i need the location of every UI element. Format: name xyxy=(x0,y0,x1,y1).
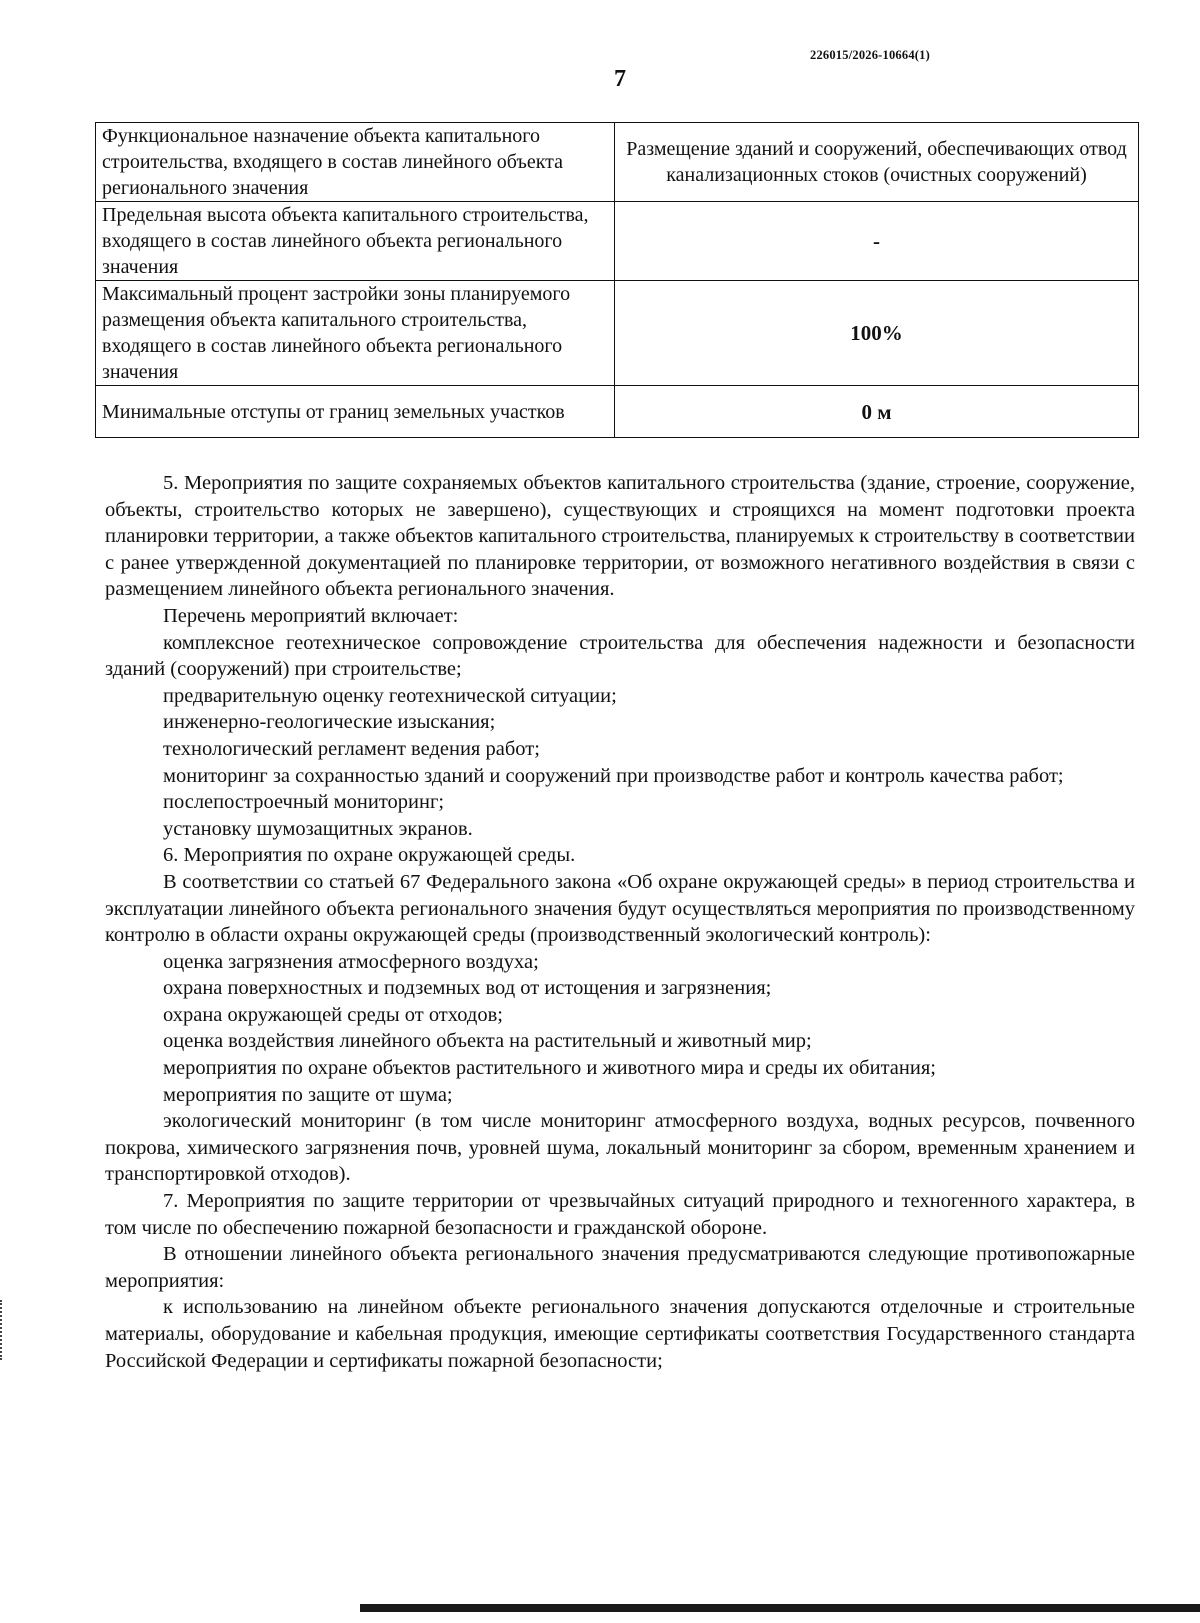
list-item: охрана окружающей среды от отходов; xyxy=(163,1003,503,1026)
section-7-heading: 7. Мероприятия по защите территории от чрезвычайных ситуаций природного и техногенного характера, в том числе по обеспечению пожарной безопасности и гражданской обороне. xyxy=(105,1190,1135,1239)
table-cell-value: Размещение зданий и сооружений, обеспечивающих отвод канализационных стоков (очистных сооружений) xyxy=(615,123,1139,202)
list-item: послепостроечный мониторинг; xyxy=(163,791,445,814)
paragraph: В соответствии со статьей 67 Федерального закона «Об охране окружающей среды» в период строительства и эксплуатации линейного объекта регионального значения будут осуществляться мероприятия по производственному контролю в области охраны окружающей среды (производственный экологический контроль): xyxy=(105,870,1135,947)
paragraph: В отношении линейного объекта регионального значения предусматриваются следующие противопожарные мероприятия: xyxy=(105,1243,1135,1292)
list-item: мероприятия по охране объектов растительного и животного мира и среды их обитания; xyxy=(163,1057,936,1080)
list-item: установку шумозащитных экранов. xyxy=(163,817,473,840)
parameters-table xyxy=(95,122,1139,438)
table-cell-label: Функциональное назначение объекта капитального строительства, входящего в состав линейного объекта регионального значения xyxy=(96,123,615,202)
table-cell-value: - xyxy=(615,202,1139,281)
list-item: оценка воздействия линейного объекта на растительный и животный мир; xyxy=(163,1030,812,1053)
list-item: комплексное геотехническое сопровождение строительства для обеспечения надежности и безопасности зданий (сооружений) при строительстве; xyxy=(105,631,1135,681)
table-cell-value: 0 м xyxy=(615,386,1139,438)
table-row xyxy=(96,202,1139,281)
scan-edge-mark xyxy=(0,1300,6,1360)
section-5-heading: 5. Мероприятия по защите сохраняемых объектов капитального строительства (здание, строение, сооружение, объекты, строительство которых не завершено), существующих и строящихся на момент подготовки проекта планировки территории, а также объектов капитального строительства, планируемых к строительству в соответствии с ранее утвержденной документацией по планировке территории, от возможного негативного воздействия в связи с размещением линейного объекта регионального значения. xyxy=(105,472,1135,601)
list-item: охрана поверхностных и подземных вод от истощения и загрязнения; xyxy=(163,977,772,1000)
table-row xyxy=(96,386,1139,438)
table-cell-label: Минимальные отступы от границ земельных участков xyxy=(96,386,615,438)
section-6-heading: 6. Мероприятия по охране окружающей среды. xyxy=(163,844,576,867)
list-intro: Перечень мероприятий включает: xyxy=(163,604,459,627)
table-row xyxy=(96,123,1139,202)
list-item: предварительную оценку геотехнической ситуации; xyxy=(163,684,617,707)
list-item: технологический регламент ведения работ; xyxy=(163,737,540,760)
table-row xyxy=(96,281,1139,386)
list-item: оценка загрязнения атмосферного воздуха; xyxy=(163,950,539,973)
document-registration-number: 226015/2026-10664(1) xyxy=(810,48,930,62)
list-item: мероприятия по защите от шума; xyxy=(163,1083,453,1106)
table-cell-label: Максимальный процент застройки зоны планируемого размещения объекта капитального строительства, входящего в состав линейного объекта регионального значения xyxy=(96,281,615,386)
table-cell-label: Предельная высота объекта капитального строительства, входящего в состав линейного объекта регионального значения xyxy=(96,202,615,281)
list-item: мониторинг за сохранностью зданий и сооружений при производстве работ и контроль качества работ; xyxy=(163,764,1064,787)
list-item: инженерно-геологические изыскания; xyxy=(163,711,496,734)
scan-bottom-border xyxy=(360,1604,1200,1612)
table-cell-value: 100% xyxy=(615,281,1139,386)
list-item: к использованию на линейном объекте регионального значения допускаются отделочные и строительные материалы, оборудование и кабельная продукция, имеющие сертификаты соответствия Государственного стандарта Российской Федерации и сертификаты пожарной безопасности; xyxy=(105,1296,1135,1372)
document-body xyxy=(105,470,1135,1374)
page-number: 7 xyxy=(614,66,626,92)
list-item: экологический мониторинг (в том числе мониторинг атмосферного воздуха, водных ресурсов, почвенного покрова, химического загрязнения почв, уровней шума, локальный мониторинг за сбором, временным хранением и транспортировкой отходов). xyxy=(105,1110,1135,1186)
